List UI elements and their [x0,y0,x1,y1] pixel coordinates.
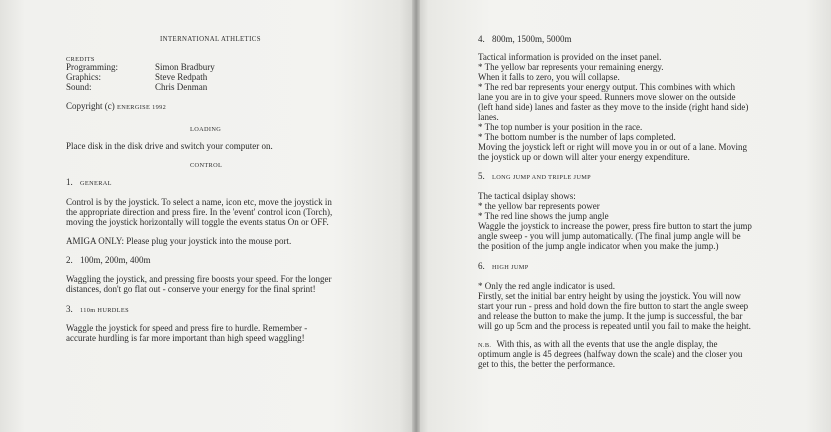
copyright-text: Copyright (c) [66,101,115,111]
paragraph-line: * The red line shows the jump angle [478,211,609,221]
paragraph-line: and release the button to make the jump. It the jump is successful, the bar [478,311,743,321]
paragraph-line: optimum angle is 45 degrees (halfway down the scale) and the closer you [478,349,743,359]
nb-label: N.B. [478,342,492,349]
credit-name: Steve Redpath [155,72,208,82]
paragraph-line: * The bottom number is the number of laps completed. [478,132,676,142]
credits-heading: CREDITS [66,56,95,63]
loading-text: Place disk in the disk drive and switch your computer on. [66,141,273,151]
manual-title: INTERNATIONAL ATHLETICS [160,36,261,43]
paragraph-line: * The yellow bar represents your remaining energy. [478,62,664,72]
nb-text: With this, as with all the events that use the angle display, the [496,339,718,349]
section-heading-hurdles [66,304,129,316]
paragraph-line: * The top number is your position in the race. [478,122,643,132]
paragraph-line: Waggle the joystick for speed and press fire to hurdle. Remember - [66,323,308,333]
section-title: 800m, 1500m, 5000m [492,34,572,44]
loading-heading: LOADING [190,126,222,133]
section-number: 2. [66,255,73,265]
paragraph-line: get to this, the better the performance. [478,359,615,369]
right-page [416,0,831,432]
section-heading-sprints [66,255,151,266]
section-title: GENERAL [80,180,112,187]
paragraph-line: lanes. [478,112,499,122]
section-title: 110m HURDLES [80,307,129,314]
credit-role: Programming: [66,62,118,72]
paragraph-line: The tactical dsiplay shows: [478,191,576,201]
paragraph-line: the appropriate direction and press fire. In the 'event' control icon (Torch), [66,207,333,217]
credit-name: Simon Bradbury [155,62,215,72]
control-heading: CONTROL [190,162,223,169]
paragraph-line: * the yellow bar represents power [478,201,600,211]
paragraph-line: (left hand side) lanes and faster as they move to the inside (right hand side) [478,102,749,112]
section-heading-general [66,177,112,189]
section-number: 6. [478,261,485,271]
paragraph-line: will go up 5cm and the process is repeated until you fail to make the height. [478,321,751,331]
section-title: HIGH JUMP [492,264,529,271]
copyright-line [66,101,166,113]
paragraph-line: Waggle the joystick to increase the power, press fire button to start the jump [478,221,752,231]
section-number: 4. [478,34,485,44]
credit-role: Sound: [66,82,92,92]
paragraph-line: Control is by the joystick. To select a name, icon etc, move the joystick in [66,197,332,207]
section-title: 100m, 200m, 400m [80,255,151,265]
paragraph-line: start your run - press and hold down the fire button to start the angle sweep [478,301,749,311]
section-number: 1. [66,177,73,187]
section-heading-middle-distance [478,34,572,45]
paragraph-line: accurate hurdling is far more important than high speed waggling! [66,333,305,343]
paragraph-line: Waggling the joystick, and pressing fire boosts your speed. For the longer [66,274,332,284]
section-number: 3. [66,304,73,314]
paragraph-line: the position of the jump angle indicator when you make the jump.) [478,241,719,251]
section-title: LONG JUMP AND TRIPLE JUMP [492,174,592,181]
paragraph-line: Firstly, set the initial bar entry height by using the joystick. You will now [478,291,741,301]
paragraph-line: the joystick up or down will alter your energy expenditure. [478,152,690,162]
section-heading-high-jump [478,261,529,273]
paragraph-line: Moving the joystick left or right will move you in or out of a lane. Moving [478,142,747,152]
paragraph-line: * The red bar represents your energy output. This combines with which [478,82,735,92]
copyright-holder: ENERGISE 1992 [117,104,167,111]
paragraph-line: lane you are in to give your speed. Runners move slower on the outside [478,92,736,102]
paragraph-line: angle sweep - you will jump automatically. (The final jump angle will be [478,231,741,241]
paragraph-line: Tactical information is provided on the inset panel. [478,52,662,62]
paragraph-line: When it falls to zero, you will collapse. [478,72,620,82]
section-heading-jumps [478,171,591,183]
section-number: 5. [478,171,485,181]
book-gutter [412,0,420,432]
paragraph-line: distances, don't go flat out - conserve your energy for the final sprint! [66,284,316,294]
credit-role: Graphics: [66,72,101,82]
credit-name: Chris Denman [155,82,208,92]
paragraph-line: moving the joystick horizontally will toggle the events status On or OFF. [66,217,329,227]
amiga-note: AMIGA ONLY: Please plug your joystick into the mouse port. [66,236,292,246]
paragraph-line: * Only the red angle indicator is used. [478,281,615,291]
